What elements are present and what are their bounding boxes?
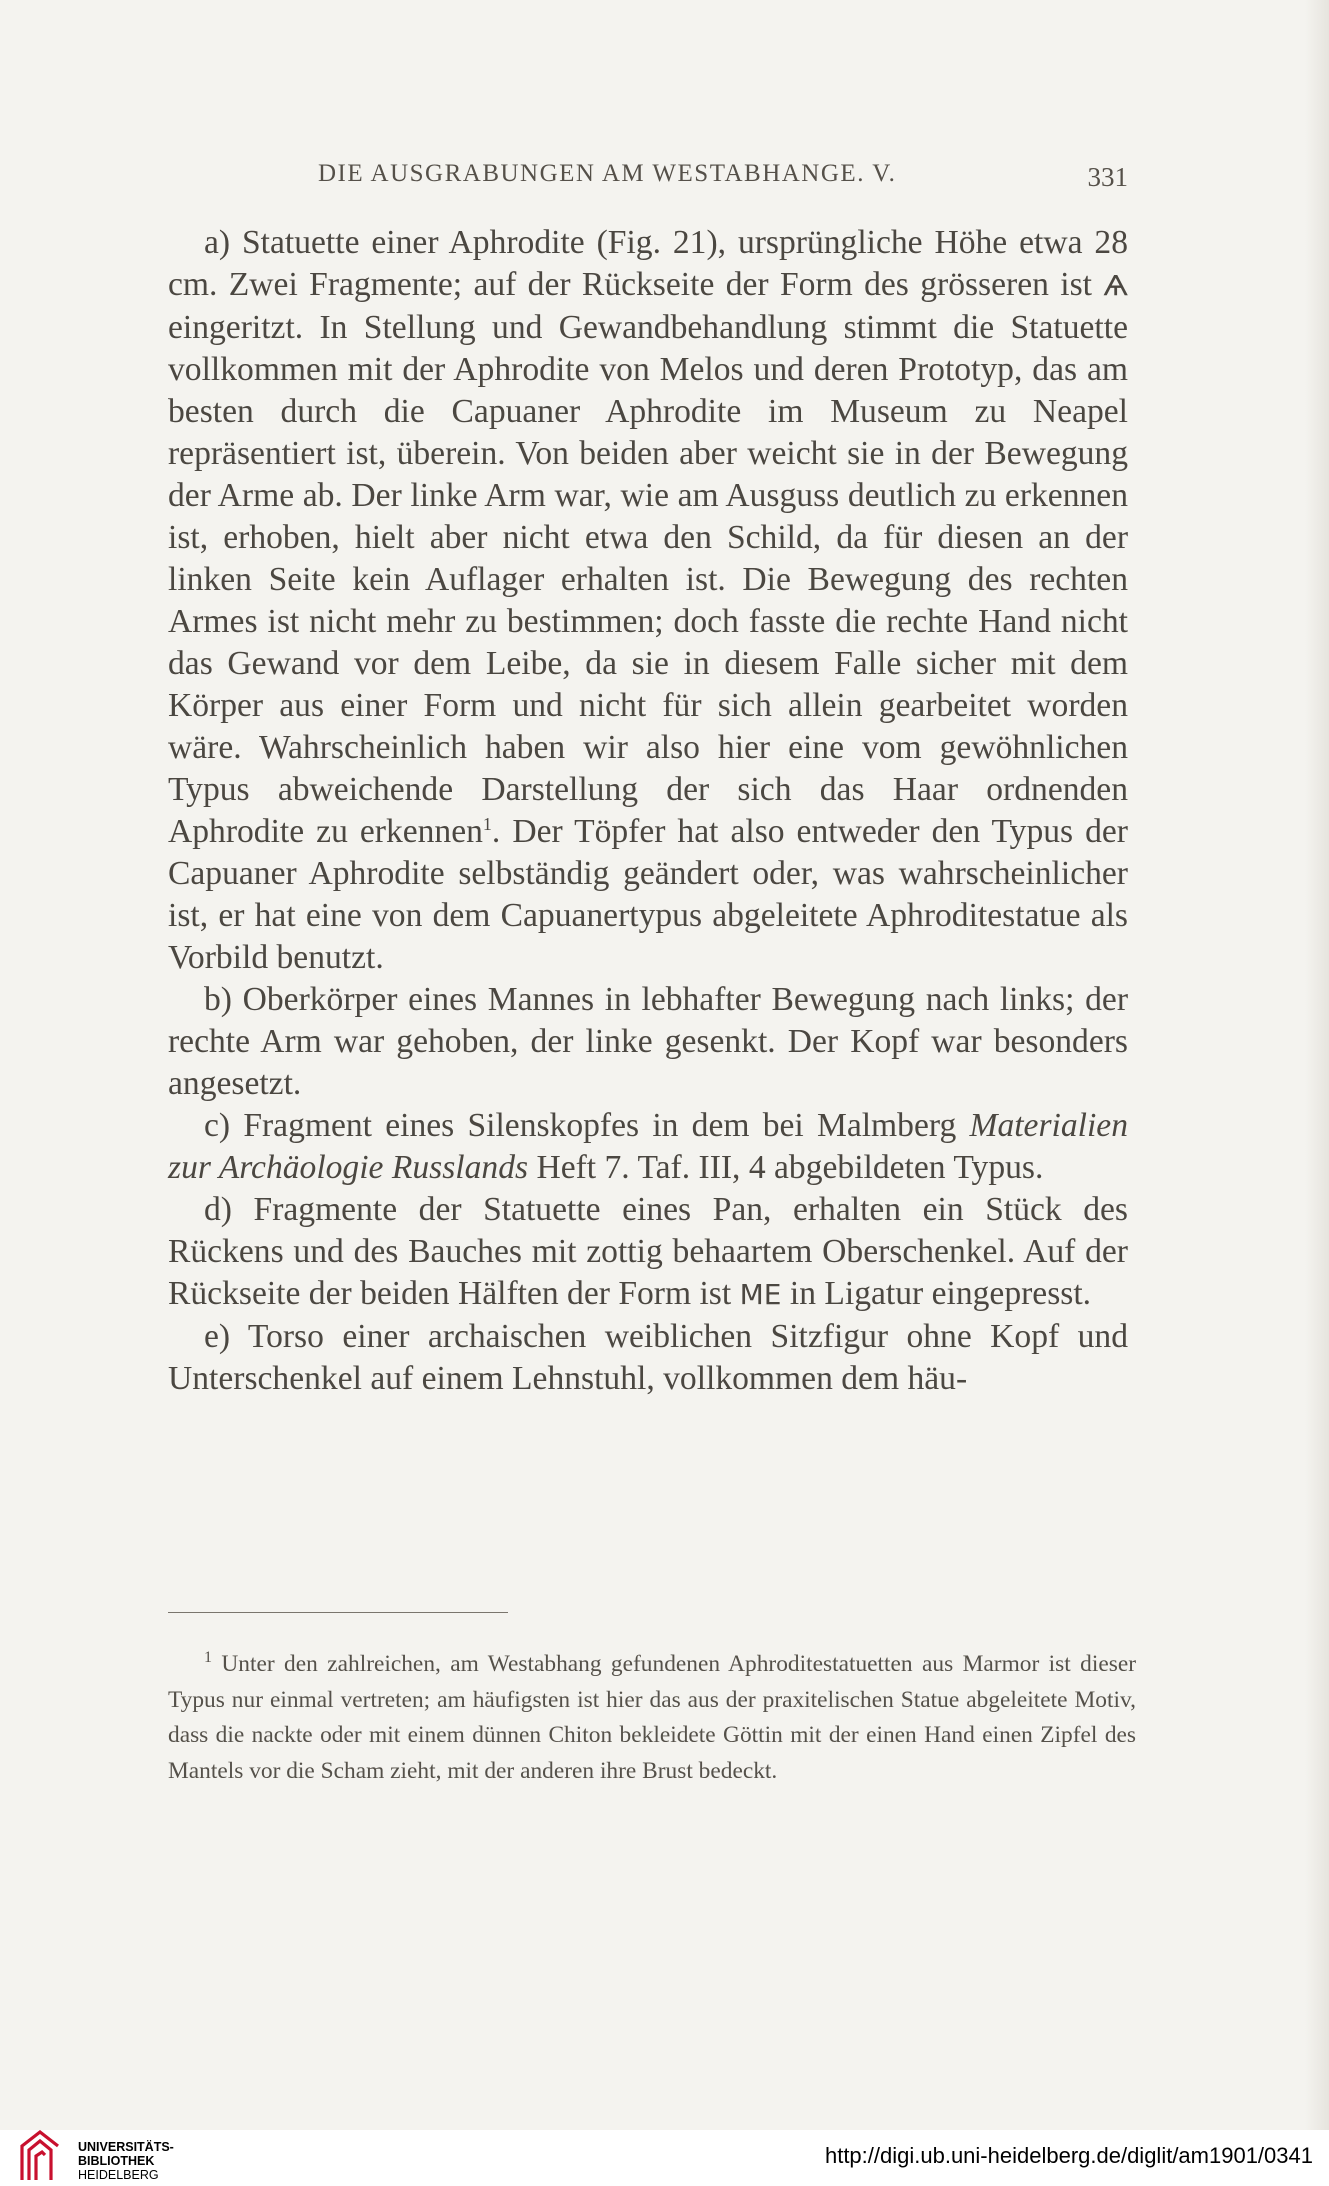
body-text — [168, 222, 1128, 1400]
running-title: DIE AUSGRABUNGEN AM WESTABHANGE. V. — [318, 160, 897, 187]
paragraph-a — [168, 222, 1128, 979]
paragraph-e: e) Torso einer archaischen weiblichen Sitzfigur ohne Kopf und Unterschenkel auf einem Lehnstuhl, vollkommen dem häu- — [168, 1318, 1128, 1397]
paragraph-c-text-2: Heft 7. Taf. III, 4 abgebildeten Typus. — [528, 1149, 1044, 1186]
footnote-1 — [168, 1647, 1136, 1789]
footnote-text: Unter den zahlreichen, am Westabhang gefundenen Aphroditestatuetten aus Marmor ist dieser Typus nur einmal vertreten; am häufigsten ist hier das aus der praxitelischen Statue abgeleitete Motiv, dass die nackte oder mit einem dünnen Chiton bekleidete Göttin mit der einen Hand einen Zipfel des Mantels vor die Scham zieht, mit der anderen ihre Brust bedeckt. — [168, 1651, 1136, 1784]
footnotes — [168, 1647, 1136, 1789]
paragraph-a-text-3: . Der Töpfer hat also entweder den Typus der Capuaner Aphrodite selbständig geändert oder, was wahrscheinlicher ist, er hat eine von dem Capuanertypus abgeleitete Aphroditestatue als Vorbild benutzt. — [168, 813, 1128, 976]
paragraph-c-text-1: c) Fragment eines Silenskopfes in dem bei Malmberg — [204, 1107, 970, 1144]
ligature-mark-glyph: ΜΕ — [739, 1278, 782, 1311]
footnote-divider — [168, 1612, 508, 1613]
library-line-1: UNIVERSITÄTS- — [78, 2140, 174, 2154]
paragraph-d-text-1: d) Fragmente der Statuette eines Pan, erhalten ein Stück des Rückens und des Bauches mit zottig behaartem Oberschenkel. Auf der Rückseite der beiden Hälften der Form ist — [168, 1191, 1128, 1312]
logo-strokes — [22, 2132, 58, 2180]
paragraph-a-text-1: a) Statuette einer Aphrodite (Fig. 21), ursprüngliche Höhe etwa 28 cm. Zwei Fragmente; auf der Rückseite der Form des grösseren ist — [168, 224, 1128, 303]
book-title-italic: Materialien zur Archäologie Russlands — [168, 1107, 1128, 1186]
digitization-footer — [0, 2130, 1329, 2186]
paragraph-a-text-2: eingeritzt. In Stellung und Gewandbehandlung stimmt die Statuette vollkommen mit der Aphrodite von Melos und deren Prototyp, das am besten durch die Capuaner Aphrodite im Museum zu Neapel repräsentiert ist, überein. Von beiden aber weicht sie in der Bewegung der Arme ab. Der linke Arm war, wie am Ausguss deutlich zu erkennen ist, erhoben, hielt aber nicht etwa den Schild, da für diesen an der linken Seite kein Auflager erhalten ist. Die Bewegung des rechten Armes ist nicht mehr zu bestimmen; doch fasste die rechte Hand nicht das Gewand vor dem Leibe, da sie in diesem Falle sicher mit dem Körper aus einer Form und nicht für sich allein gearbeitet worden wäre. Wahrscheinlich haben wir also hier eine vom gewöhnlichen Typus abweichende Darstellung der sich das Haar ordnenden Aphrodite zu erkennen — [168, 309, 1128, 850]
paragraph-c — [168, 1105, 1128, 1189]
ub-heidelberg-logo-icon[interactable] — [12, 2130, 62, 2182]
library-line-2: BIBLIOTHEK — [78, 2154, 155, 2168]
footnote-reference[interactable]: 1 — [482, 813, 492, 834]
incised-mark-glyph: Ѧ — [1103, 269, 1128, 302]
running-head — [168, 160, 1128, 200]
paragraph-d — [168, 1189, 1128, 1316]
library-name — [78, 2140, 174, 2182]
footnote-mark: 1 — [204, 1649, 212, 1667]
paragraph-d-text-2: in Ligatur eingepresst. — [781, 1275, 1092, 1312]
permalink-url[interactable]: http://digi.ub.uni-heidelberg.de/diglit/am1901/0341 — [824, 2143, 1313, 2168]
page-number: 331 — [1087, 162, 1128, 192]
page-edge-shadow — [1305, 0, 1329, 2130]
library-line-3: HEIDELBERG — [78, 2168, 159, 2182]
paragraph-b: b) Oberkörper eines Mannes in lebhafter Bewegung nach links; der rechte Arm war gehoben, der linke gesenkt. Der Kopf war besonders angesetzt. — [168, 981, 1128, 1102]
